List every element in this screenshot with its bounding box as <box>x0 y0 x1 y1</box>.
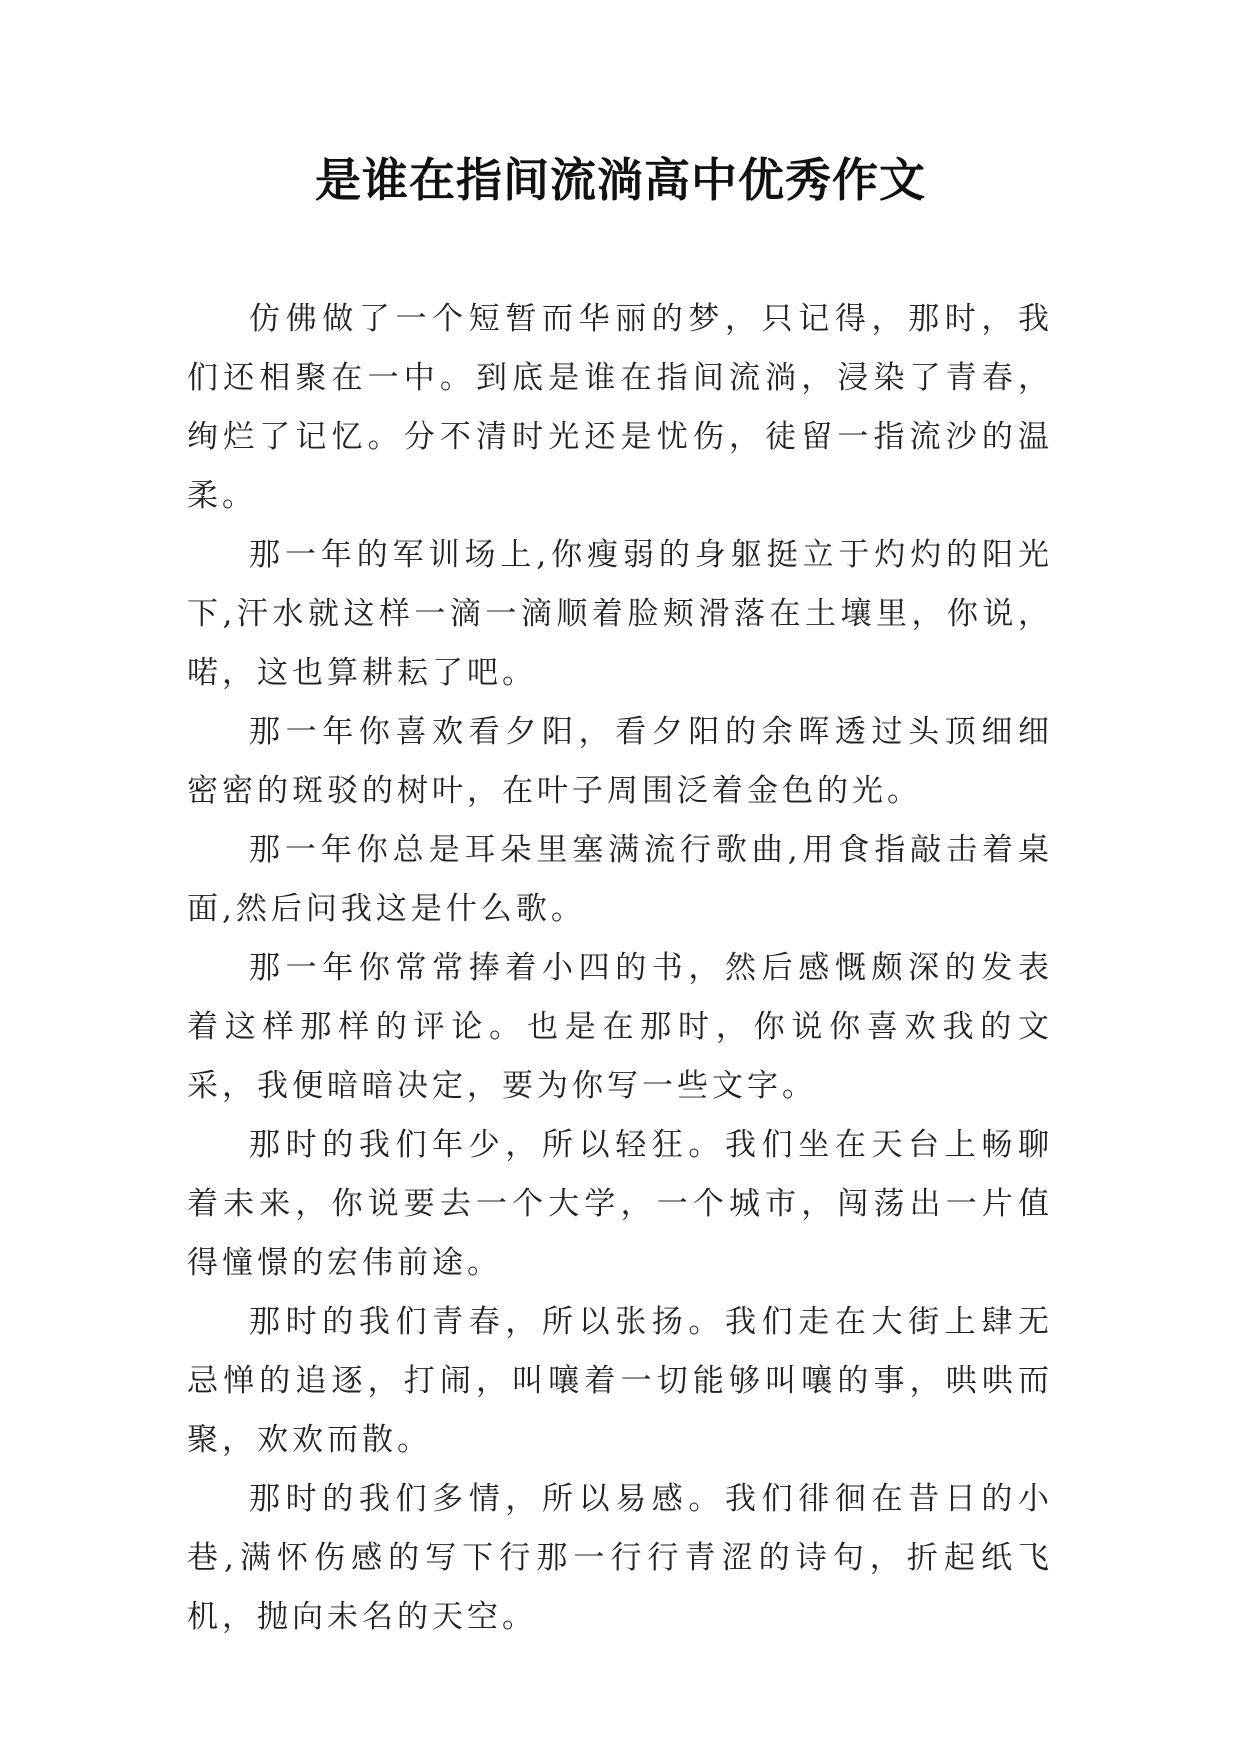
document-title: 是谁在指间流淌高中优秀作文 <box>315 153 926 207</box>
paragraph: 那时的我们多情，所以易感。我们徘徊在昔日的小巷,满怀伤感的写下行那一行行青涩的诗句，折起纸飞机，抛向未名的天空。 <box>187 1481 1053 1635</box>
paragraph: 那一年你总是耳朵里塞满流行歌曲,用食指敲击着桌面,然后问我这是什么歌。 <box>187 832 1053 927</box>
paragraph: 仿佛做了一个短暂而华丽的梦，只记得，那时，我们还相聚在一中。到底是谁在指间流淌，浸染了青春，绚烂了记忆。分不清时光还是忧伤，徒留一指流沙的温柔。 <box>187 301 1053 514</box>
paragraph: 那一年你喜欢看夕阳，看夕阳的余晖透过头顶细细密密的斑驳的树叶，在叶子周围泛着金色的光。 <box>187 714 1053 809</box>
paragraph: 那时的我们年少，所以轻狂。我们坐在天台上畅聊着未来，你说要去一个大学，一个城市，闯荡出一片值得憧憬的宏伟前途。 <box>187 1127 1053 1281</box>
paragraph: 那时的我们青春，所以张扬。我们走在大街上肆无忌惮的追逐，打闹，叫嚷着一切能够叫嚷的事，哄哄而聚，欢欢而散。 <box>187 1304 1053 1458</box>
paragraph: 那一年的军训场上,你瘦弱的身躯挺立于灼灼的阳光下,汗水就这样一滴一滴顺着脸颊滑落在土壤里，你说，喏，这也算耕耘了吧。 <box>187 537 1053 691</box>
paragraph: 那一年你常常捧着小四的书，然后感慨颇深的发表着这样那样的评论。也是在那时，你说你喜欢我的文采，我便暗暗决定，要为你写一些文字。 <box>187 950 1053 1104</box>
document-body <box>187 290 1053 1647</box>
